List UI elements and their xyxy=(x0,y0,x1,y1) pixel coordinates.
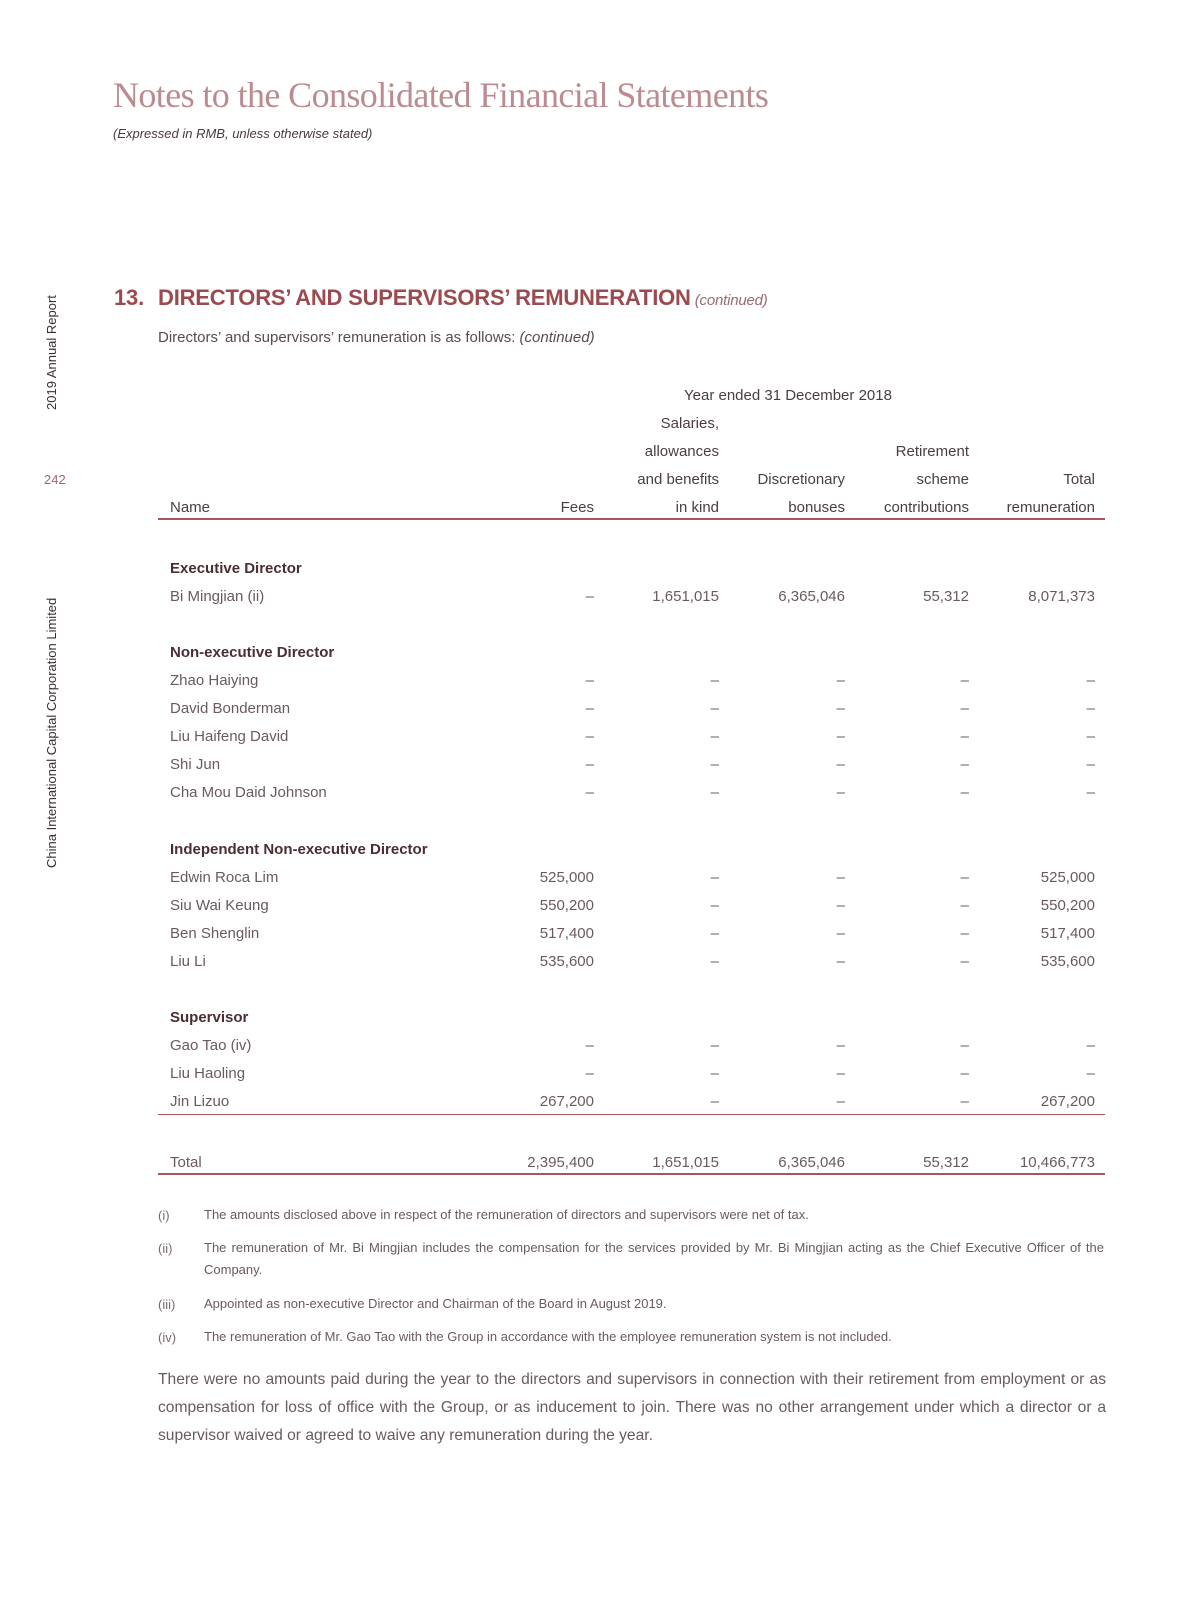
cell-salaries: – xyxy=(710,756,719,773)
side-report-label: 2019 Annual Report xyxy=(44,295,59,410)
cell-bonuses: – xyxy=(836,869,845,886)
category-heading: Non-executive Director xyxy=(170,644,335,661)
cell-fees: – xyxy=(585,756,594,773)
cell-retirement: – xyxy=(960,728,969,745)
header-bonuses: bonuses xyxy=(788,499,845,516)
cell-retirement: – xyxy=(960,925,969,942)
subtotal-rule xyxy=(158,1114,1105,1115)
cell-salaries: – xyxy=(710,672,719,689)
header-total: remuneration xyxy=(1006,499,1095,516)
cell-retirement: – xyxy=(960,953,969,970)
cell-total: 8,071,373 xyxy=(1028,588,1095,605)
footnote-mark: (iv) xyxy=(158,1330,177,1345)
cell-bonuses: – xyxy=(836,756,845,773)
footnote-mark: (iii) xyxy=(158,1297,176,1312)
total-label: Total xyxy=(170,1154,202,1171)
section-heading-suffix: (continued) xyxy=(694,292,768,309)
page-subtitle: (Expressed in RMB, unless otherwise stated) xyxy=(113,126,373,141)
header-rule xyxy=(158,518,1105,520)
row-name: Zhao Haiying xyxy=(170,672,259,689)
total-fees: 2,395,400 xyxy=(527,1154,594,1171)
footnote-mark: (i) xyxy=(158,1208,170,1223)
cell-total: – xyxy=(1086,672,1095,689)
header-salaries: in kind xyxy=(675,499,719,516)
row-name: Liu Haifeng David xyxy=(170,728,289,745)
cell-fees: 267,200 xyxy=(539,1093,594,1110)
intro-suffix: (continued) xyxy=(519,329,595,346)
cell-total: – xyxy=(1086,784,1095,801)
cell-fees: 525,000 xyxy=(539,869,594,886)
header-salaries: allowances xyxy=(644,443,719,460)
header-salaries: and benefits xyxy=(637,471,719,488)
cell-total: 267,200 xyxy=(1040,1093,1095,1110)
cell-retirement: – xyxy=(960,1093,969,1110)
row-name: Siu Wai Keung xyxy=(170,897,269,914)
side-company-label: China International Capital Corporation Limited xyxy=(44,597,59,868)
cell-retirement: – xyxy=(960,784,969,801)
footnote-text: Appointed as non-executive Director and Chairman of the Board in August 2019. xyxy=(204,1296,667,1311)
cell-retirement: – xyxy=(960,672,969,689)
row-name: Bi Mingjian (ii) xyxy=(170,588,265,605)
header-fees: Fees xyxy=(560,499,594,516)
cell-bonuses: – xyxy=(836,1065,845,1082)
cell-fees: – xyxy=(585,700,594,717)
header-bonuses: Discretionary xyxy=(757,471,845,488)
cell-total: – xyxy=(1086,728,1095,745)
cell-total: 525,000 xyxy=(1040,869,1095,886)
section-intro xyxy=(158,329,595,346)
cell-bonuses: – xyxy=(836,728,845,745)
intro-text: Directors’ and supervisors’ remuneration is as follows: xyxy=(158,329,516,346)
cell-bonuses: – xyxy=(836,672,845,689)
cell-bonuses: – xyxy=(836,1037,845,1054)
header-retirement: Retirement xyxy=(895,443,969,460)
header-retirement: contributions xyxy=(883,499,969,516)
total-bonuses: 6,365,046 xyxy=(778,1154,845,1171)
cell-total: 535,600 xyxy=(1040,953,1095,970)
cell-total: – xyxy=(1086,1065,1095,1082)
cell-fees: 517,400 xyxy=(539,925,594,942)
header-retirement: scheme xyxy=(916,471,969,488)
cell-total: – xyxy=(1086,700,1095,717)
cell-salaries: – xyxy=(710,925,719,942)
cell-retirement: 55,312 xyxy=(923,588,969,605)
header-name: Name xyxy=(170,499,211,516)
footnote-text: The remuneration of Mr. Bi Mingjian includes the compensation for the services provided by Mr. Bi Mingjian acting as the Chief Executive Officer of the Company. xyxy=(204,1240,1104,1277)
row-name: Jin Lizuo xyxy=(170,1093,230,1110)
cell-bonuses: – xyxy=(836,953,845,970)
cell-total: 550,200 xyxy=(1040,897,1095,914)
row-name: Liu Haoling xyxy=(170,1065,246,1082)
cell-salaries: – xyxy=(710,784,719,801)
total-retirement: 55,312 xyxy=(923,1154,969,1171)
cell-retirement: – xyxy=(960,897,969,914)
cell-retirement: – xyxy=(960,869,969,886)
cell-salaries: – xyxy=(710,953,719,970)
total-rule xyxy=(158,1173,1105,1175)
cell-salaries: 1,651,015 xyxy=(652,588,719,605)
cell-salaries: – xyxy=(710,728,719,745)
cell-fees: – xyxy=(585,588,594,605)
cell-bonuses: – xyxy=(836,784,845,801)
row-name: Cha Mou Daid Johnson xyxy=(170,784,327,801)
row-name: Shi Jun xyxy=(170,756,221,773)
cell-retirement: – xyxy=(960,756,969,773)
cell-fees: – xyxy=(585,784,594,801)
footnote-mark: (ii) xyxy=(158,1241,173,1256)
footnote-text: The remuneration of Mr. Gao Tao with the Group in accordance with the employee remuneration system is not included. xyxy=(204,1329,892,1344)
cell-retirement: – xyxy=(960,700,969,717)
cell-bonuses: 6,365,046 xyxy=(778,588,845,605)
cell-total: – xyxy=(1086,1037,1095,1054)
header-total: Total xyxy=(1063,471,1095,488)
table-period: Year ended 31 December 2018 xyxy=(684,387,892,404)
cell-salaries: – xyxy=(710,1065,719,1082)
total-total: 10,466,773 xyxy=(1019,1154,1095,1171)
closing-paragraph: There were no amounts paid during the year to the directors and supervisors in connection with their retirement from employment or as compensation for loss of office with the Group, or as inducement to join. There was no other arrangement under which a director or a supervisor waived or agreed to waive any remuneration during the year. xyxy=(158,1371,1106,1444)
cell-bonuses: – xyxy=(836,1093,845,1110)
header-salaries: Salaries, xyxy=(660,415,719,432)
cell-retirement: – xyxy=(960,1065,969,1082)
total-salaries: 1,651,015 xyxy=(652,1154,719,1171)
category-heading: Executive Director xyxy=(170,560,302,577)
cell-bonuses: – xyxy=(836,925,845,942)
cell-salaries: – xyxy=(710,897,719,914)
cell-salaries: – xyxy=(710,869,719,886)
cell-total: – xyxy=(1086,756,1095,773)
row-name: Edwin Roca Lim xyxy=(170,869,279,886)
cell-bonuses: – xyxy=(836,897,845,914)
cell-retirement: – xyxy=(960,1037,969,1054)
section-heading-text: DIRECTORS’ AND SUPERVISORS’ REMUNERATION xyxy=(158,285,691,310)
section-number: 13. xyxy=(114,285,144,310)
cell-fees: – xyxy=(585,1037,594,1054)
cell-fees: 535,600 xyxy=(539,953,594,970)
section-heading xyxy=(114,285,768,311)
page-number: 242 xyxy=(44,472,66,487)
row-name: Liu Li xyxy=(170,953,206,970)
cell-salaries: – xyxy=(710,1037,719,1054)
cell-fees: – xyxy=(585,728,594,745)
cell-bonuses: – xyxy=(836,700,845,717)
row-name: Ben Shenglin xyxy=(170,925,260,942)
category-heading: Independent Non-executive Director xyxy=(170,841,428,858)
cell-fees: – xyxy=(585,1065,594,1082)
cell-fees: – xyxy=(585,672,594,689)
footnote-text: The amounts disclosed above in respect of the remuneration of directors and supervisors were net of tax. xyxy=(204,1207,809,1222)
row-name: David Bonderman xyxy=(170,700,291,717)
category-heading: Supervisor xyxy=(170,1009,249,1026)
cell-total: 517,400 xyxy=(1040,925,1095,942)
cell-salaries: – xyxy=(710,1093,719,1110)
row-name: Gao Tao (iv) xyxy=(170,1037,252,1054)
cell-fees: 550,200 xyxy=(539,897,594,914)
page-title: Notes to the Consolidated Financial Statements xyxy=(113,75,769,115)
cell-salaries: – xyxy=(710,700,719,717)
